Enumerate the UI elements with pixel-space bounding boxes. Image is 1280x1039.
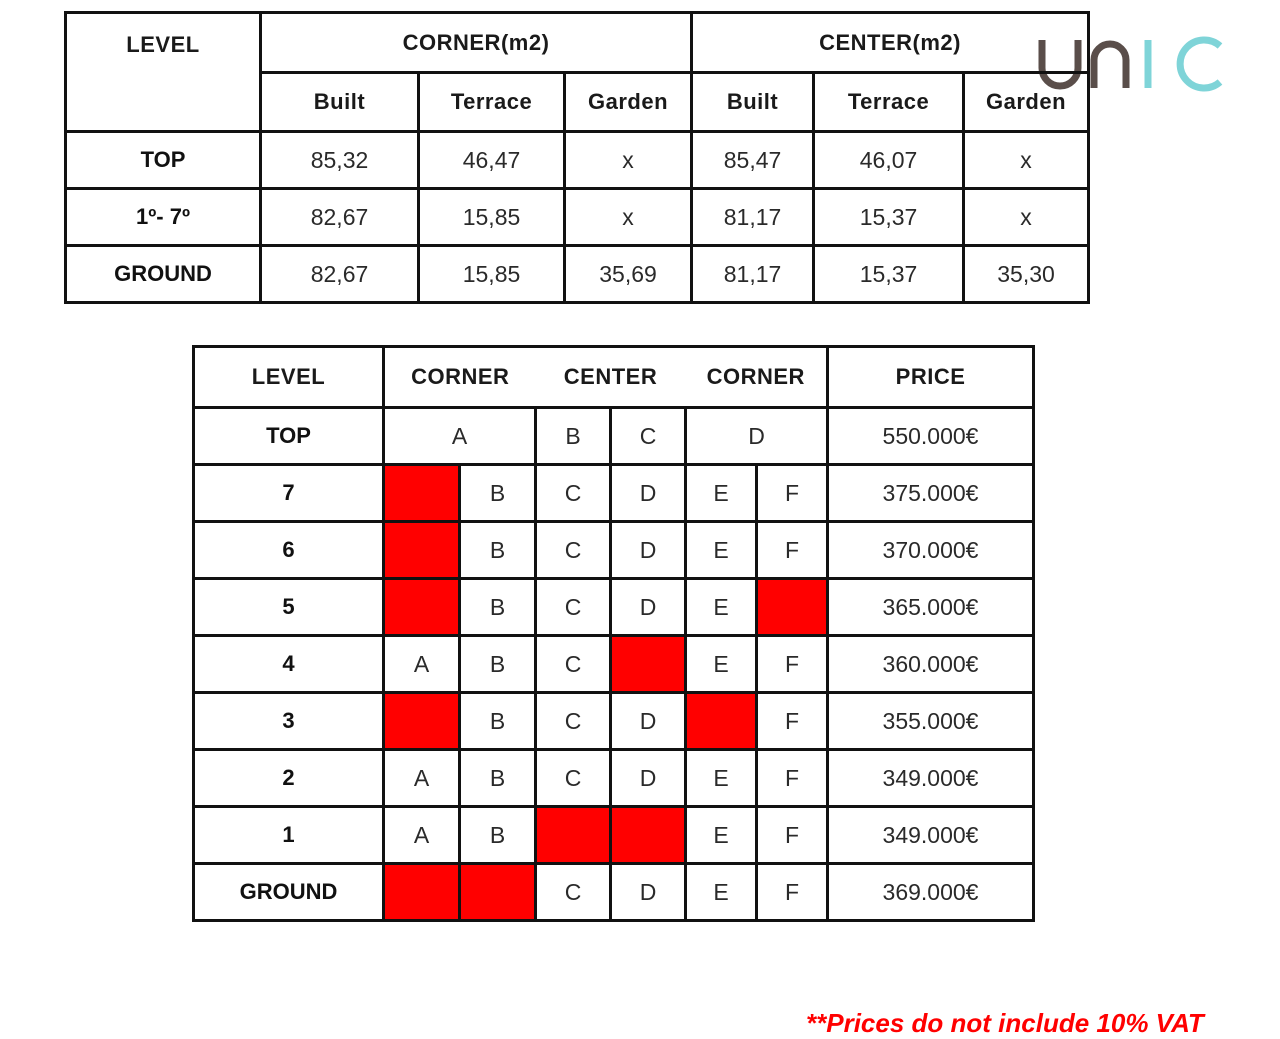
- unit-cell: C: [536, 693, 611, 750]
- size-cell: 85,47: [692, 132, 814, 189]
- corner-left-header: CORNER: [384, 347, 536, 408]
- sold-unit-cell: [611, 807, 686, 864]
- size-cell: 85,32: [261, 132, 419, 189]
- level-cell: GROUND: [194, 864, 384, 921]
- price-cell: 355.000€: [828, 693, 1034, 750]
- price-cell: 365.000€: [828, 579, 1034, 636]
- level-header: LEVEL: [66, 13, 261, 132]
- unit-cell: F: [757, 636, 828, 693]
- unit-cell: C: [611, 408, 686, 465]
- unit-cell: B: [460, 522, 536, 579]
- size-cell: 46,47: [419, 132, 565, 189]
- corner-right-header: CORNER: [686, 347, 828, 408]
- unit-cell: F: [757, 522, 828, 579]
- level-cell: 1: [194, 807, 384, 864]
- unit-cell: E: [686, 750, 757, 807]
- size-cell: 81,17: [692, 246, 814, 303]
- sold-unit-cell: [611, 636, 686, 693]
- price-cell: 349.000€: [828, 750, 1034, 807]
- unit-cell: F: [757, 864, 828, 921]
- level-cell: 1º- 7º: [66, 189, 261, 246]
- unit-cell: E: [686, 465, 757, 522]
- center-m2-header: CENTER(m2): [692, 13, 1089, 73]
- sold-unit-cell: [536, 807, 611, 864]
- corner-built-header: Built: [261, 73, 419, 132]
- price-cell: 360.000€: [828, 636, 1034, 693]
- level-cell: 2: [194, 750, 384, 807]
- unit-cell: C: [536, 750, 611, 807]
- unit-cell: C: [536, 864, 611, 921]
- unit-cell: A: [384, 750, 460, 807]
- level-cell: 6: [194, 522, 384, 579]
- unit-cell: D: [611, 579, 686, 636]
- sold-unit-cell: [757, 579, 828, 636]
- center-built-header: Built: [692, 73, 814, 132]
- unit-cell: B: [460, 636, 536, 693]
- size-cell: 35,69: [565, 246, 692, 303]
- sizes-table: [64, 11, 1090, 304]
- level-cell: TOP: [194, 408, 384, 465]
- table-row: [194, 693, 1034, 750]
- size-cell: 15,85: [419, 246, 565, 303]
- level-cell: TOP: [66, 132, 261, 189]
- unit-cell: F: [757, 465, 828, 522]
- unit-cell: E: [686, 636, 757, 693]
- size-cell: 46,07: [814, 132, 964, 189]
- unit-cell: B: [460, 465, 536, 522]
- unit-cell: D: [611, 693, 686, 750]
- unit-cell: C: [536, 579, 611, 636]
- unit-cell: D: [611, 522, 686, 579]
- price-cell: 370.000€: [828, 522, 1034, 579]
- corner-terrace-header: Terrace: [419, 73, 565, 132]
- table-row: [194, 807, 1034, 864]
- unit-cell: D: [611, 864, 686, 921]
- level-cell: GROUND: [66, 246, 261, 303]
- vat-note: **Prices do not include 10% VAT: [806, 1008, 1204, 1038]
- sold-unit-cell: [384, 522, 460, 579]
- sold-unit-cell: [686, 693, 757, 750]
- size-cell: 81,17: [692, 189, 814, 246]
- unit-cell: C: [536, 465, 611, 522]
- price-cell: 375.000€: [828, 465, 1034, 522]
- center-header: CENTER: [536, 347, 686, 408]
- price-cell: 349.000€: [828, 807, 1034, 864]
- table-row: [194, 522, 1034, 579]
- sold-unit-cell: [384, 465, 460, 522]
- unit-cell: D: [686, 408, 828, 465]
- center-terrace-header: Terrace: [814, 73, 964, 132]
- unit-cell: D: [611, 465, 686, 522]
- size-cell: 82,67: [261, 246, 419, 303]
- table-row-top: [194, 408, 1034, 465]
- size-cell: 35,30: [964, 246, 1089, 303]
- unit-cell: B: [460, 807, 536, 864]
- price-cell: 369.000€: [828, 864, 1034, 921]
- unit-cell: E: [686, 522, 757, 579]
- table-row: [194, 750, 1034, 807]
- sold-unit-cell: [460, 864, 536, 921]
- level-cell: 3: [194, 693, 384, 750]
- sold-unit-cell: [384, 693, 460, 750]
- unit-cell: A: [384, 408, 536, 465]
- size-cell: 82,67: [261, 189, 419, 246]
- unit-cell: F: [757, 750, 828, 807]
- unit-cell: F: [757, 807, 828, 864]
- price-cell: 550.000€: [828, 408, 1034, 465]
- size-cell: x: [964, 132, 1089, 189]
- unit-cell: A: [384, 636, 460, 693]
- sold-unit-cell: [384, 579, 460, 636]
- price-table: [192, 345, 1035, 922]
- unit-cell: C: [536, 636, 611, 693]
- corner-m2-header: CORNER(m2): [261, 13, 692, 73]
- size-cell: x: [964, 189, 1089, 246]
- table-row: [194, 636, 1034, 693]
- unit-cell: A: [384, 807, 460, 864]
- level-header: LEVEL: [194, 347, 384, 408]
- size-cell: 15,37: [814, 246, 964, 303]
- unit-cell: E: [686, 579, 757, 636]
- unit-cell: B: [460, 750, 536, 807]
- unit-cell: C: [536, 522, 611, 579]
- table-row: [194, 864, 1034, 921]
- size-cell: x: [565, 189, 692, 246]
- price-header: PRICE: [828, 347, 1034, 408]
- table-row: [66, 189, 1089, 246]
- unit-cell: F: [757, 693, 828, 750]
- sold-unit-cell: [384, 864, 460, 921]
- table-row: [194, 579, 1034, 636]
- level-cell: 4: [194, 636, 384, 693]
- size-cell: x: [565, 132, 692, 189]
- unit-cell: B: [460, 579, 536, 636]
- level-cell: 7: [194, 465, 384, 522]
- unit-cell: E: [686, 864, 757, 921]
- corner-garden-header: Garden: [565, 73, 692, 132]
- center-garden-header: Garden: [964, 73, 1089, 132]
- table-row: [66, 246, 1089, 303]
- unit-cell: B: [536, 408, 611, 465]
- table-row: [66, 132, 1089, 189]
- size-cell: 15,37: [814, 189, 964, 246]
- table-row: [194, 465, 1034, 522]
- unit-cell: D: [611, 750, 686, 807]
- size-cell: 15,85: [419, 189, 565, 246]
- unit-cell: B: [460, 693, 536, 750]
- level-cell: 5: [194, 579, 384, 636]
- unit-cell: E: [686, 807, 757, 864]
